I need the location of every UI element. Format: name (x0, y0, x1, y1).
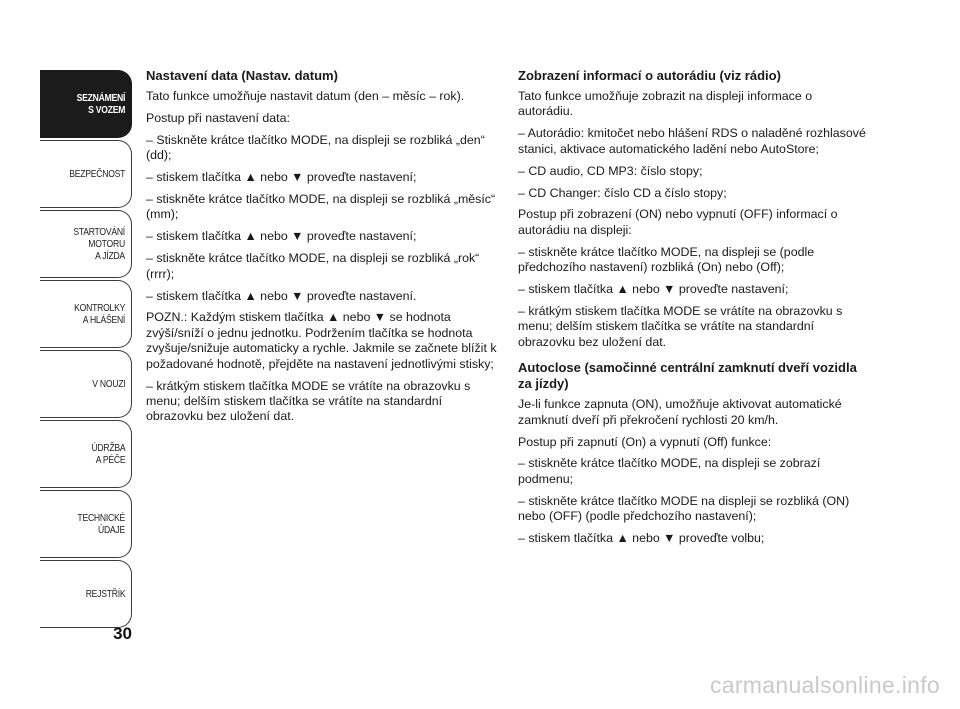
paragraph: Tato funkce umožňuje nastavit datum (den – měsíc – rok). (146, 89, 465, 103)
tab-startovani-motoru[interactable] (40, 210, 132, 278)
paragraph: Postup při zapnutí (On) a vypnutí (Off) funkce: (518, 434, 772, 449)
tab-label: STARTOVÁNÍ MOTORU A JÍZDA (73, 226, 125, 262)
tab-label: TECHNICKÉ ÚDAJE (77, 512, 125, 536)
paragraph: Postup při nastavení data: (146, 110, 290, 125)
section-heading-date: Nastavení data (Nastav. datum) (146, 68, 338, 83)
chapter-tabs (40, 70, 132, 630)
note-paragraph: POZN.: Každým stiskem tlačítka ▲ nebo ▼ se hodnota zvýší/sníží o jednu jednotku. Podržením tlačítka se hodnota zvyšuje/snižuje automaticky a rychle. Jakmile se začnete blížit k požadované hodnotě, přejděte na nastavení jednotlivými stisky; (146, 310, 497, 371)
paragraph: – stiskem tlačítka ▲ nebo ▼ proveďte nastavení; (518, 282, 789, 297)
paragraph: – CD audio, CD MP3: číslo stopy; (518, 163, 703, 178)
paragraph: – Autorádio: kmitočet nebo hlášení RDS o naladěné rozhlasové stanici, aktivace automatického ladění nebo AutoStore; (518, 126, 866, 156)
paragraph: – stiskněte krátce tlačítko MODE, na displeji se (podle předchozího nastavení) rozbliká (On) nebo (Off); (518, 244, 815, 275)
paragraph: – krátkým stiskem tlačítka MODE se vrátíte na obrazovku s menu; delším stiskem tlačítka se vrátíte na standardní obrazovku bez uložení dat. (518, 303, 843, 349)
tab-label: KONTROLKY A HLÁŠENÍ (74, 302, 125, 326)
tab-label: V NOUZI (91, 378, 125, 390)
paragraph: Tato funkce umožňuje zobrazit na displeji informace o autorádiu. (518, 89, 813, 119)
section-heading-radio-info: Zobrazení informací o autorádiu (viz rádio) (518, 68, 781, 83)
right-column (518, 68, 868, 553)
watermark: carmanualsonline.info (709, 672, 940, 698)
tab-v-nouzi[interactable] (40, 350, 132, 418)
tab-label: REJSTŘÍK (85, 588, 125, 600)
paragraph: Postup při zobrazení (ON) nebo vypnutí (OFF) informací o autorádiu na displeji: (518, 207, 838, 237)
paragraph: Je-li funkce zapnuta (ON), umožňuje aktivovat automatické zamknutí dveří při překročení rychlosti 20 km/h. (518, 397, 842, 427)
paragraph: – stiskněte krátce tlačítko MODE, na displeji se rozbliká „měsíc“ (mm); (146, 192, 496, 222)
paragraph: – stiskněte krátce tlačítko MODE na displeji se rozbliká (ON) nebo (OFF) (podle předchozího nastavení); (518, 493, 850, 524)
tab-kontrolky[interactable] (40, 280, 132, 348)
page-number: 30 (113, 624, 132, 643)
tab-label: ÚDRŽBA A PÉČE (91, 442, 125, 466)
section-heading-autoclose: Autoclose (samočinné centrální zamknutí dveří vozidla za jízdy) (518, 360, 857, 392)
paragraph: – CD Changer: číslo CD a číslo stopy; (518, 185, 727, 200)
tab-bezpecnost[interactable] (40, 140, 132, 208)
paragraph: – stiskněte krátce tlačítko MODE, na displeji se zobrazí podmenu; (518, 456, 821, 486)
tab-rejstrik[interactable] (40, 560, 132, 628)
tab-udrzba[interactable] (40, 420, 132, 488)
tab-technicke-udaje[interactable] (40, 490, 132, 558)
tab-label: BEZPEČNOST (69, 168, 125, 180)
paragraph: – Stiskněte krátce tlačítko MODE, na displeji se rozbliká „den“ (dd); (146, 132, 485, 163)
paragraph: – stiskem tlačítka ▲ nebo ▼ proveďte nastavení; (146, 170, 417, 185)
tab-seznameni-s-vozem[interactable] (40, 70, 132, 138)
tab-label: SEZNÁMENÍ S VOZEM (76, 92, 125, 116)
paragraph: – stiskem tlačítka ▲ nebo ▼ proveďte nastavení; (146, 229, 417, 244)
paragraph: – krátkým stiskem tlačítka MODE se vrátíte na obrazovku s menu; delším stiskem tlačítka se vrátíte na standardní obrazovku bez uložení dat. (146, 378, 471, 424)
paragraph: – stiskem tlačítka ▲ nebo ▼ proveďte nastavení. (146, 288, 417, 303)
paragraph: – stiskněte krátce tlačítko MODE, na displeji se rozbliká „rok“ (rrrr); (146, 251, 480, 281)
left-column (146, 68, 498, 431)
paragraph: – stiskem tlačítka ▲ nebo ▼ proveďte volbu; (518, 531, 765, 546)
